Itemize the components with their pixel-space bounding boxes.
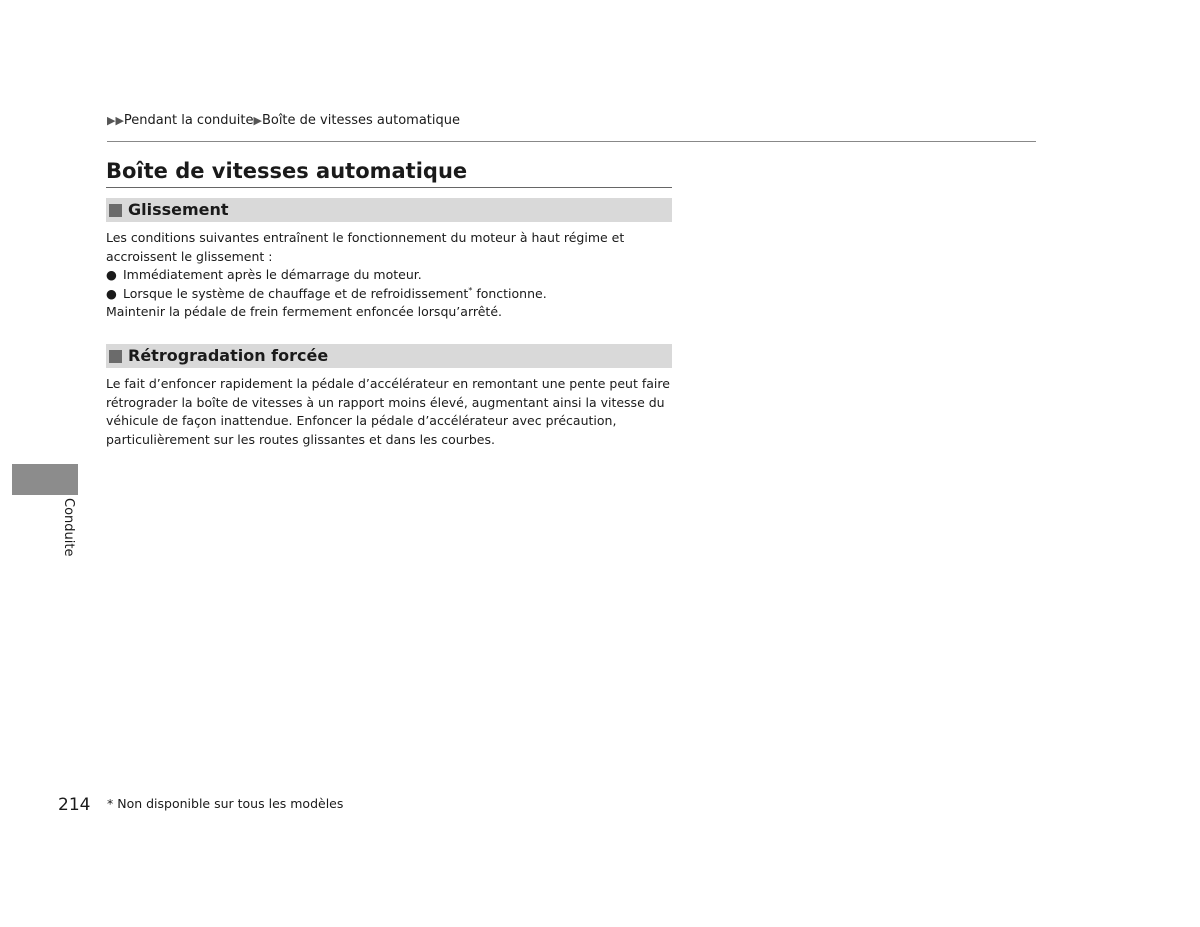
- chapter-tab: [12, 464, 78, 495]
- bullet-icon: ●: [106, 285, 117, 301]
- breadcrumb-item-boite-de-vitesses[interactable]: Boîte de vitesses automatique: [261, 113, 460, 128]
- footnote: * Non disponible sur tous les modèles: [107, 796, 344, 811]
- section-title: Rétrogradation forcée: [128, 346, 329, 365]
- list-item-text: Immédiatement après le démarrage du moteur.: [123, 267, 422, 283]
- section-square-icon: [109, 350, 122, 363]
- footnote-star: *: [468, 285, 473, 295]
- bullet-icon: ●: [106, 267, 117, 283]
- section-body-retrogradation-forcee: [106, 375, 676, 449]
- section-square-icon: [109, 204, 122, 217]
- breadcrumb: [107, 112, 1037, 130]
- breadcrumb-item-pendant-la-conduite[interactable]: Pendant la conduite: [123, 113, 254, 128]
- section-body-glissement: [106, 229, 676, 322]
- list-item: [106, 266, 676, 285]
- chapter-tab-label: Conduite: [61, 498, 76, 557]
- page-number: 214: [58, 795, 91, 815]
- list-item: [106, 285, 676, 304]
- title-divider: [106, 187, 672, 188]
- header-divider: [107, 141, 1036, 142]
- double-arrow-icon: ▶▶: [107, 114, 124, 127]
- paragraph: Les conditions suivantes entraînent le fonctionnement du moteur à haut régime et accroissent le glissement :: [106, 230, 625, 264]
- list-item-text-end: fonctionne.: [476, 285, 547, 301]
- arrow-right-icon: ▶: [253, 114, 262, 127]
- list-item-text: Lorsque le système de chauffage et de refroidissement: [123, 285, 469, 301]
- section-header-glissement: [106, 198, 672, 222]
- section-title: Glissement: [128, 200, 229, 219]
- page-title: Boîte de vitesses automatique: [106, 159, 468, 183]
- paragraph: Le fait d’enfoncer rapidement la pédale d’accélérateur en remontant une pente peut faire rétrograder la boîte de vitesses à un rapport moins élevé, augmentant ainsi la vitesse du véhicule de façon inattendue. Enfoncer la pédale d’accélérateur avec précaution, particulièrement sur les routes glissantes et dans les courbes.: [106, 376, 670, 447]
- paragraph: Maintenir la pédale de frein fermement enfoncée lorsqu’arrêté.: [106, 304, 502, 320]
- section-header-retrogradation-forcee: [106, 344, 672, 368]
